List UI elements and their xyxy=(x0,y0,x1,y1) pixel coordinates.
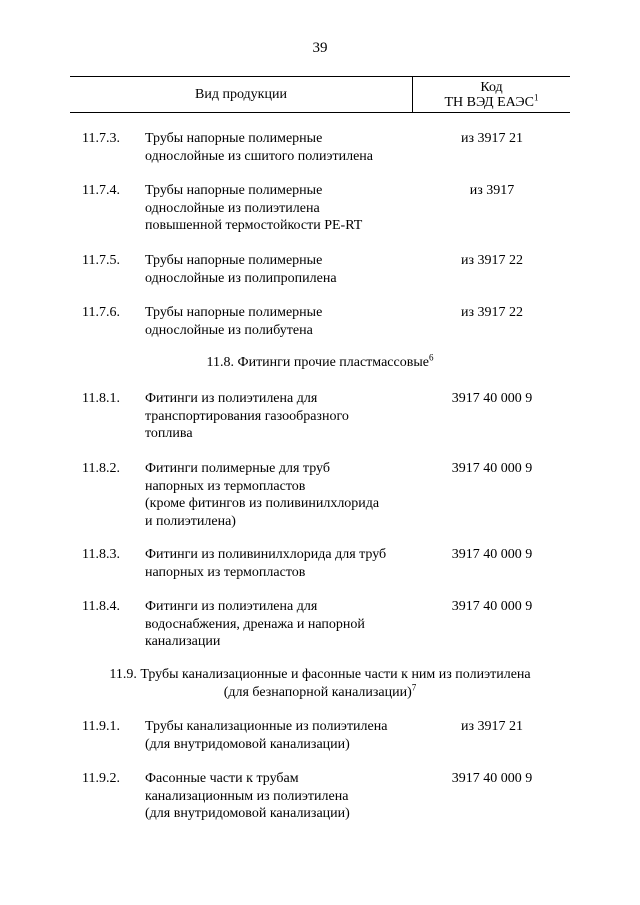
item-number: 11.7.4. xyxy=(82,183,120,198)
item-description xyxy=(145,252,440,287)
description-line: Фитинги из полиэтилена для xyxy=(145,391,318,406)
item-code: 3917 40 000 9 xyxy=(451,599,533,614)
item-number: 11.8.2. xyxy=(82,461,120,476)
description-line: (для внутридомовой канализации) xyxy=(145,806,350,822)
item-number: 11.8.4. xyxy=(82,599,120,614)
column-header-code-label: ТН ВЭД ЕАЭС xyxy=(444,95,534,110)
item-code: 3917 40 000 9 xyxy=(451,391,533,406)
description-line: канализации xyxy=(145,634,221,650)
item-description xyxy=(145,718,440,753)
item-description xyxy=(145,546,440,581)
section-heading-11-8 xyxy=(70,354,570,372)
item-number: 11.7.3. xyxy=(82,131,120,146)
section-heading-text: (для безнапорной канализации) xyxy=(223,684,412,700)
section-heading-text: 11.8. Фитинги прочие пластмассовые xyxy=(206,355,429,370)
footnote-marker: 1 xyxy=(534,92,539,103)
item-code: из 3917 21 xyxy=(460,131,524,146)
footnote-marker: 7 xyxy=(411,681,417,692)
table-header xyxy=(70,76,570,113)
item-description xyxy=(145,598,440,651)
column-header-product: Вид продукции xyxy=(195,86,287,102)
description-line: Трубы напорные полимерные xyxy=(145,305,323,320)
description-line: и полиэтилена) xyxy=(145,513,236,529)
description-line: напорных из термопластов xyxy=(145,478,306,494)
item-number: 11.7.5. xyxy=(82,253,120,268)
description-line: (кроме фитингов из поливинилхлорида xyxy=(145,496,380,512)
description-line: Трубы канализационные из полиэтилена xyxy=(145,719,388,734)
description-line: однослойные из полипропилена xyxy=(145,270,337,286)
item-code: из 3917 22 xyxy=(460,253,524,268)
item-number: 11.9.2. xyxy=(82,771,120,786)
description-line: однослойные из полибутена xyxy=(145,322,313,338)
description-line: канализационным из полиэтилена xyxy=(145,788,349,804)
section-heading-11-9 xyxy=(70,666,570,701)
description-line: Трубы напорные полимерные xyxy=(145,183,323,198)
column-header-code-line2 xyxy=(413,92,570,110)
description-line: транспортирования газообразного xyxy=(145,408,349,424)
item-number: 11.9.1. xyxy=(82,719,120,734)
column-header-code xyxy=(413,80,570,110)
description-line: топлива xyxy=(145,426,193,442)
description-line: напорных из термопластов xyxy=(145,564,306,580)
description-line: Фитинги полимерные для труб xyxy=(145,461,330,476)
item-description xyxy=(145,130,440,165)
item-code: из 3917 21 xyxy=(460,719,524,734)
page-number: 39 xyxy=(312,40,328,56)
item-description xyxy=(145,182,440,235)
section-heading-line xyxy=(70,681,570,702)
item-number: 11.8.1. xyxy=(82,391,120,406)
item-code: 3917 40 000 9 xyxy=(451,771,533,786)
item-code: из 3917 xyxy=(469,183,515,198)
item-description xyxy=(145,460,440,530)
item-code: 3917 40 000 9 xyxy=(451,547,533,562)
description-line: однослойные из сшитого полиэтилена xyxy=(145,148,374,164)
item-number: 11.7.6. xyxy=(82,305,120,320)
item-description xyxy=(145,390,440,443)
footnote-marker: 6 xyxy=(428,352,434,363)
item-description xyxy=(145,770,440,823)
description-line: повышенной термостойкости PE-RT xyxy=(145,218,363,234)
description-line: (для внутридомовой канализации) xyxy=(145,736,350,752)
description-line: Фитинги из полиэтилена для xyxy=(145,599,318,614)
description-line: водоснабжения, дренажа и напорной xyxy=(145,616,365,632)
item-number: 11.8.3. xyxy=(82,547,120,562)
description-line: Фитинги из поливинилхлорида для труб xyxy=(145,547,387,562)
section-heading-line xyxy=(70,354,570,372)
description-line: Фасонные части к трубам xyxy=(145,771,299,786)
item-code: из 3917 22 xyxy=(460,305,524,320)
description-line: Трубы напорные полимерные xyxy=(145,131,323,146)
description-line: Трубы напорные полимерные xyxy=(145,253,323,268)
item-code: 3917 40 000 9 xyxy=(451,461,533,476)
section-heading-line: 11.9. Трубы канализационные и фасонные части к ним из полиэтилена xyxy=(109,667,531,682)
description-line: однослойные из полиэтилена xyxy=(145,200,320,216)
column-header-code-line1: Код xyxy=(480,80,503,95)
item-description xyxy=(145,304,440,339)
